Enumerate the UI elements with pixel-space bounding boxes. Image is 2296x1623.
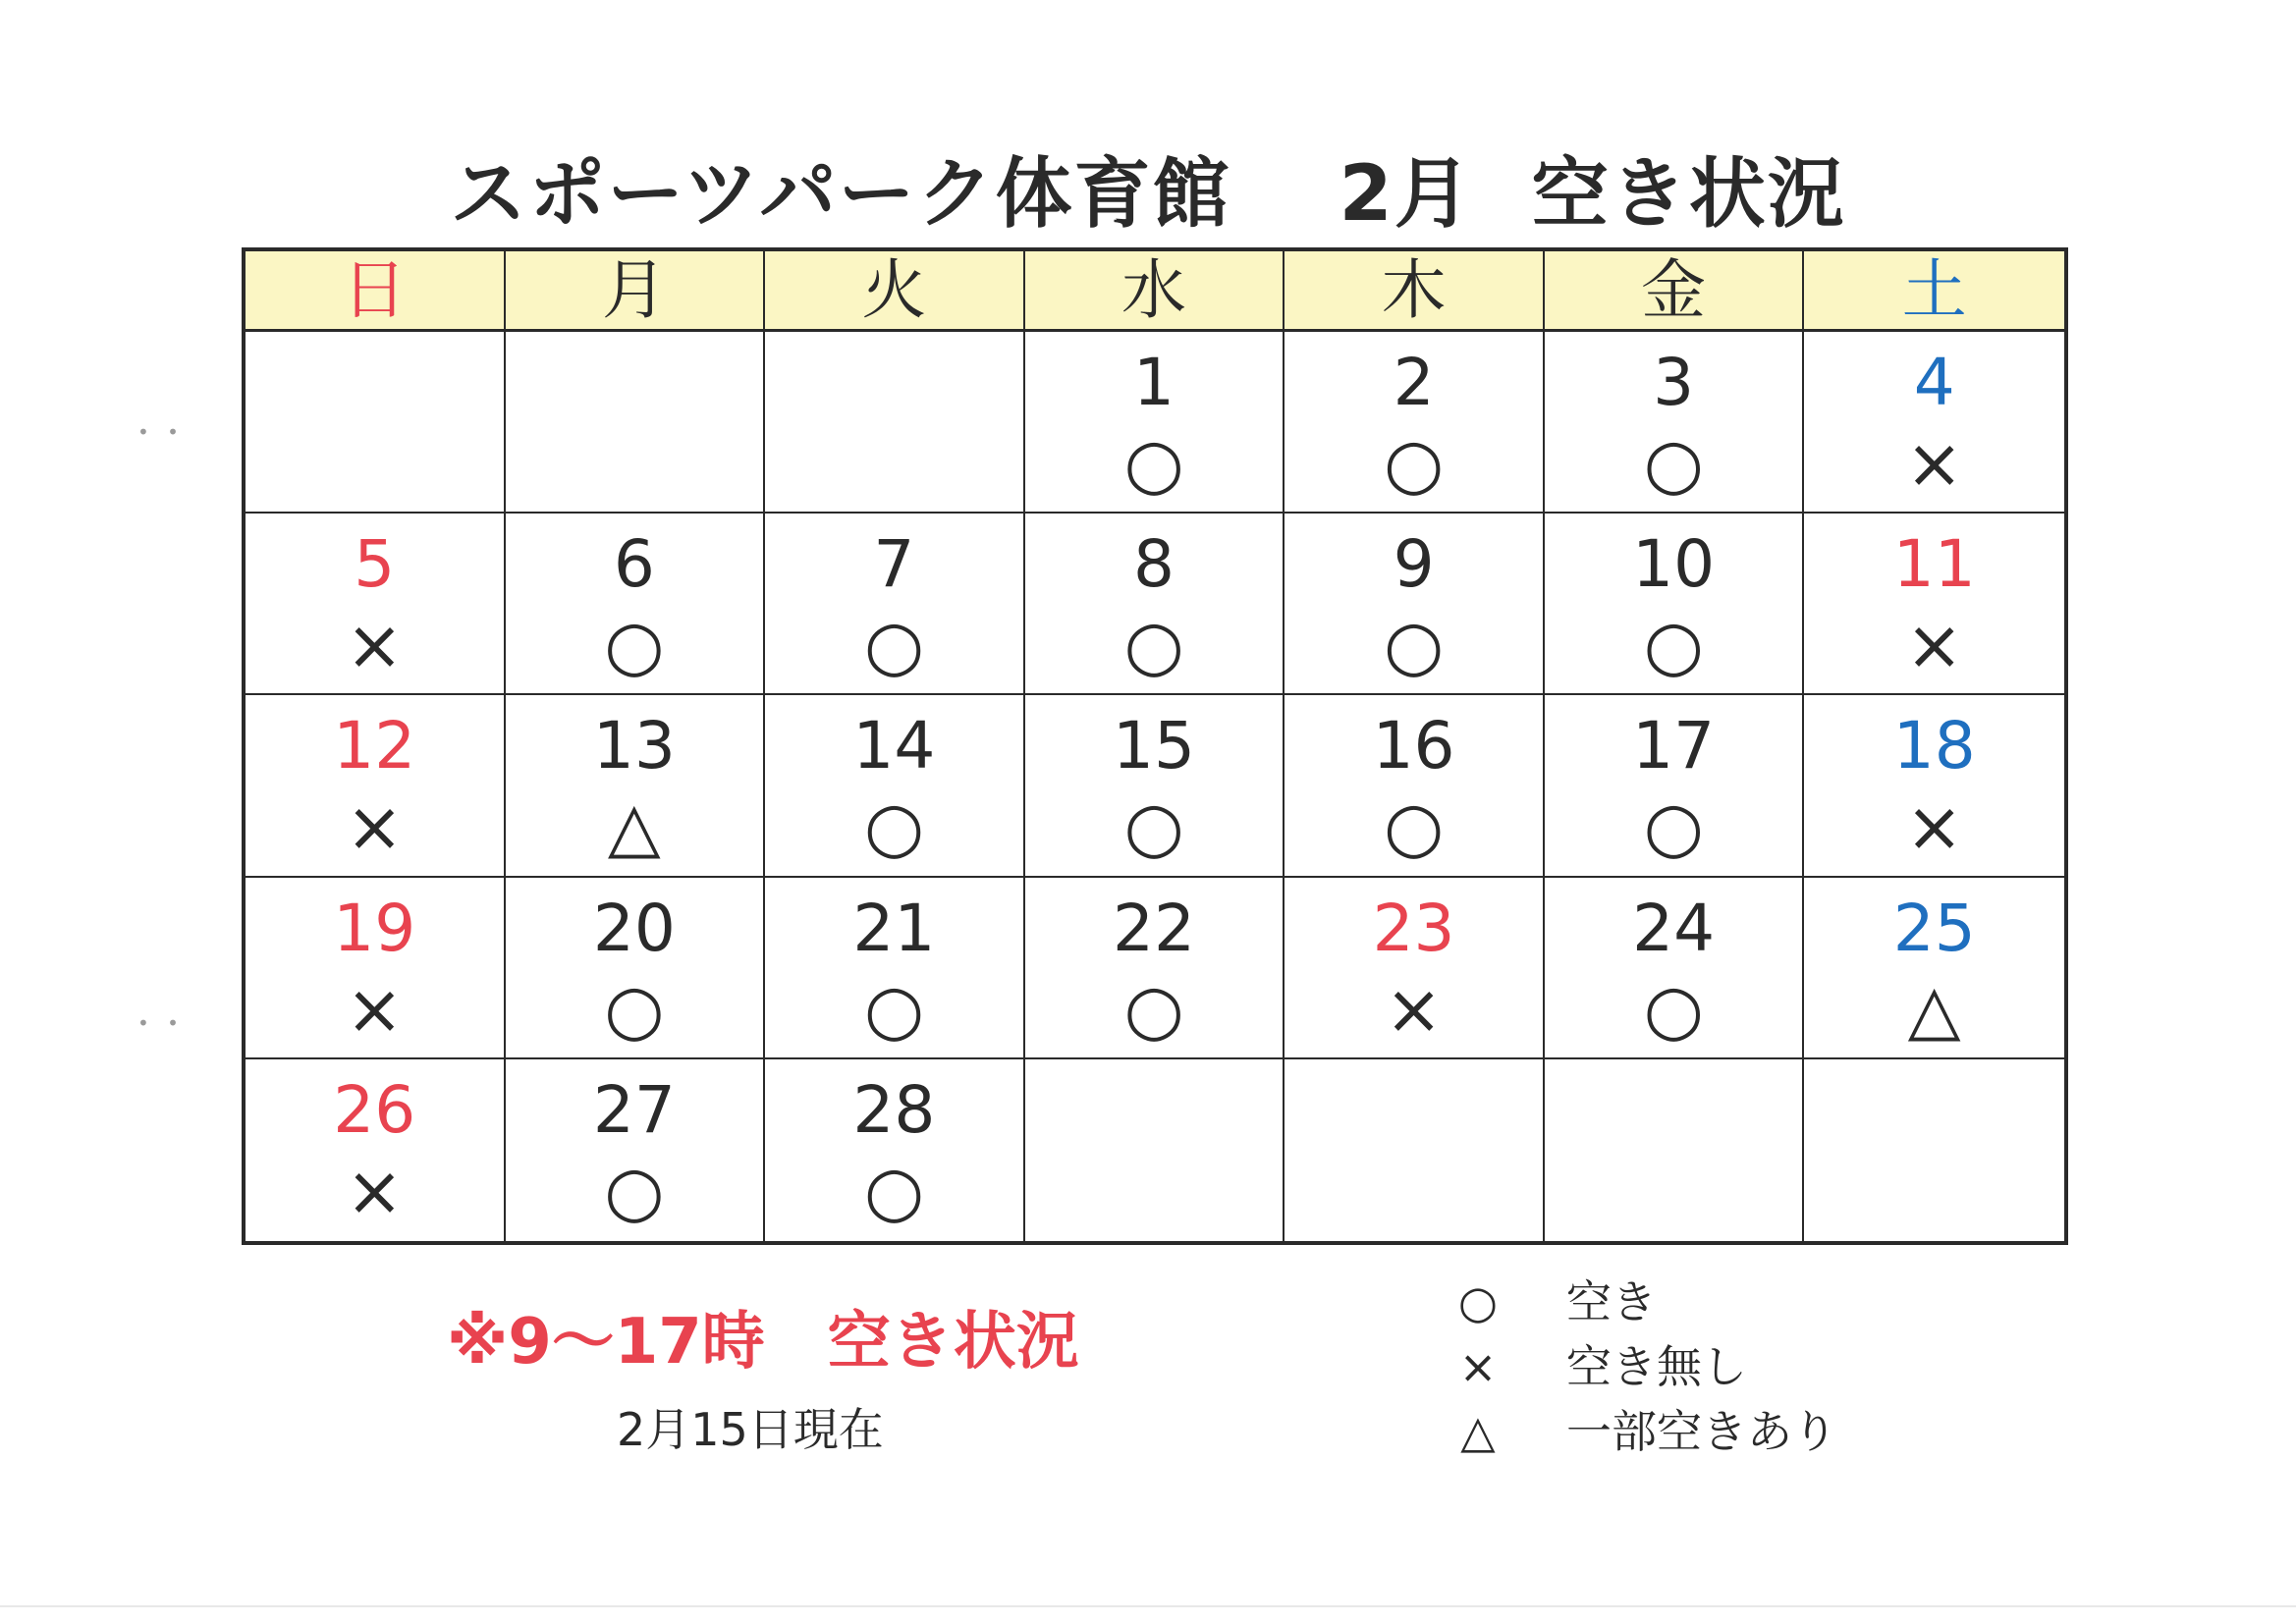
calendar-day-cell [1285,695,1545,877]
calendar-day-cell [1025,1059,1285,1241]
calendar-day-cell [1025,332,1285,514]
calendar-day-cell [1025,695,1285,877]
availability-mark: ○ [863,605,924,686]
day-number: 20 [592,890,676,966]
availability-mark: ○ [604,605,665,686]
availability-mark: × [345,968,404,1050]
calendar-day-cell [765,878,1025,1059]
calendar-day-cell [1285,332,1545,514]
calendar-day-cell [1804,878,2064,1059]
availability-mark: × [1385,968,1443,1050]
legend-symbol: × [1458,1340,1498,1393]
legend-symbol: ○ [1457,1275,1499,1328]
day-number: 15 [1113,708,1195,784]
availability-mark: ○ [1123,605,1184,686]
calendar-day-cell [765,1059,1025,1241]
title-status: 空き状況 [1531,150,1846,239]
legend-label: 空き無し [1566,1340,1747,1393]
day-number: 28 [852,1071,936,1148]
calendar-day-cell [246,878,506,1059]
day-number: 2 [1393,345,1435,420]
availability-mark: ○ [1123,423,1184,504]
calendar-day-cell [246,514,506,695]
availability-mark: ○ [1643,605,1704,686]
calendar-day-cell [1545,332,1805,514]
day-number: 5 [354,526,396,603]
calendar-day-cell [506,695,766,877]
availability-mark: × [345,1150,404,1231]
calendar-day-cell [246,332,506,514]
availability-mark: ○ [1123,968,1184,1050]
day-number: 21 [852,890,936,966]
calendar-day-cell [1804,1059,2064,1241]
day-number: 6 [613,526,655,603]
calendar-day-cell [1545,878,1805,1059]
calendar-day-cell [246,1059,506,1241]
day-number: 14 [852,708,936,784]
day-number: 25 [1892,890,1976,966]
weekday-header: 月 [506,251,766,332]
calendar-day-cell [1545,695,1805,877]
weekday-header: 土 [1804,251,2064,332]
availability-mark: ○ [1384,605,1445,686]
legend-symbol: △ [1460,1405,1496,1458]
calendar-day-cell [1545,1059,1805,1241]
day-number: 22 [1113,890,1195,966]
availability-mark: × [345,786,404,868]
availability-mark: ○ [1384,786,1445,868]
availability-mark: × [1905,605,1964,686]
weekday-header: 日 [246,251,506,332]
weekday-header: 水 [1025,251,1285,332]
calendar-day-cell [1025,878,1285,1059]
binder-mark: • • [137,420,185,444]
page-title [0,133,2296,243]
calendar-day-cell [1285,514,1545,695]
availability-mark: △ [1907,968,1961,1050]
binder-mark: • • [137,1011,185,1035]
day-number: 10 [1632,526,1716,603]
availability-mark: × [1905,423,1964,504]
day-number: 17 [1632,708,1716,784]
availability-mark: ○ [1643,423,1704,504]
calendar-day-cell [1545,514,1805,695]
calendar-day-cell [765,695,1025,877]
calendar-day-cell [246,695,506,877]
legend-label: 空き [1566,1275,1657,1328]
calendar-day-cell [1804,332,2064,514]
calendar-day-cell [1804,695,2064,877]
availability-mark: ○ [1123,786,1184,868]
calendar-day-cell [506,514,766,695]
calendar-day-cell [1285,878,1545,1059]
day-number: 27 [592,1071,676,1148]
day-number: 11 [1892,526,1976,603]
calendar-day-cell [1285,1059,1545,1241]
availability-mark: ○ [1384,423,1445,504]
day-number: 12 [333,708,416,784]
day-number: 3 [1653,345,1695,420]
day-number: 26 [333,1071,416,1148]
availability-calendar [242,247,2068,1245]
day-number: 1 [1132,345,1175,420]
day-number: 13 [592,708,676,784]
availability-mark: ○ [604,968,665,1050]
title-facility: スポーツパーク体育館 [450,150,1231,239]
day-number: 8 [1132,526,1175,603]
calendar-day-cell [765,332,1025,514]
calendar-day-cell [1025,514,1285,695]
calendar-day-cell [506,1059,766,1241]
availability-mark: ○ [863,1150,924,1231]
title-month: 2月 [1339,150,1473,239]
availability-mark: × [345,605,404,686]
availability-mark: ○ [1643,968,1704,1050]
hours-note: ※9～17時 空き状況 [447,1306,1079,1379]
day-number: 18 [1892,708,1976,784]
availability-mark: ○ [1643,786,1704,868]
day-number: 4 [1913,345,1955,420]
availability-mark: × [1905,786,1964,868]
calendar-day-cell [506,878,766,1059]
page-edge [0,1605,2296,1607]
weekday-header: 金 [1545,251,1805,332]
availability-mark: ○ [863,786,924,868]
availability-mark: △ [607,786,661,868]
calendar-day-cell [506,332,766,514]
day-number: 24 [1632,890,1716,966]
as-of-date: 2月15日現在 [617,1403,884,1456]
weekday-header: 木 [1285,251,1545,332]
day-number: 16 [1372,708,1455,784]
legend-label: 一部空きあり [1566,1405,1837,1458]
day-number: 19 [333,890,416,966]
calendar-day-cell [1804,514,2064,695]
day-number: 7 [873,526,915,603]
calendar-day-cell [765,514,1025,695]
availability-mark: ○ [604,1150,665,1231]
day-number: 23 [1372,890,1455,966]
availability-mark: ○ [863,968,924,1050]
weekday-header: 火 [765,251,1025,332]
day-number: 9 [1393,526,1435,603]
